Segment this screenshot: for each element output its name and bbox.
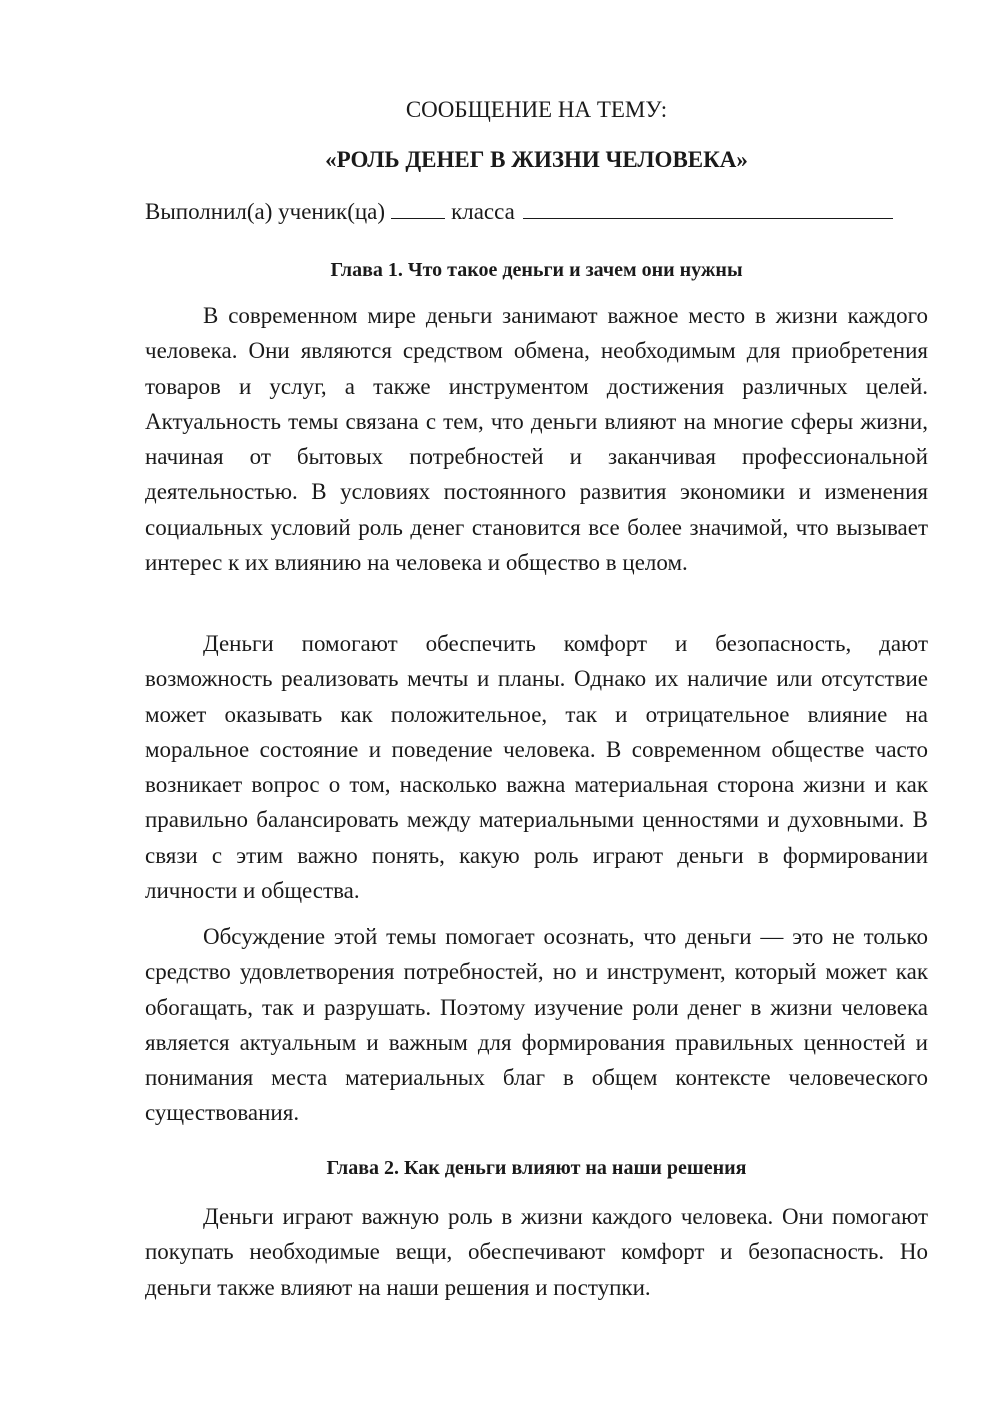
chapter-1-paragraph-2: Деньги помогают обеспечить комфорт и безопасность, дают возможность реализовать мечты и планы. Однако их наличие или отсутствие может оказывать как положительное, так и отрицательное влияние на моральное состояние и поведение человека. В современном обществе часто возникает вопрос о том, насколько важна материальная сторона жизни и как правильно балансировать между материальными ценностями и духовными. В связи с этим важно понять, какую роль играют деньги в формировании личности и общества. [145, 631, 928, 904]
class-number-blank [391, 198, 445, 219]
chapter-1-paragraph-3: Обсуждение этой темы помогает осознать, что деньги — это не только средство удовлетворения потребностей, но и инструмент, который может как обогащать, так и разрушать. Поэтому изучение роли денег в жизни человека является актуальным и важным для формирования правильных ценностей и понимания места материальных благ в общем контексте человеческого существования. [145, 924, 928, 1126]
author-class-word: класса [451, 199, 515, 224]
chapter-1-heading: Глава 1. Что такое деньги и зачем они нужны [330, 259, 743, 281]
chapter-1-paragraph-1: В современном мире деньги занимают важное место в жизни каждого человека. Они являются средством обмена, необходимым для приобретения товаров и услуг, а также инструментом достижения различных целей. Актуальность темы связана с тем, что деньги влияют на многие сферы жизни, начиная от бытовых потребностей и заканчивая профессиональной деятельностью. В условиях постоянного развития экономики и изменения социальных условий роль денег становится все более значимой, что вызывает интерес к их влиянию на человека и общество в целом. [145, 303, 928, 576]
chapter-2-heading: Глава 2. Как деньги влияют на наши решения [326, 1157, 747, 1179]
author-prefix: Выполнил(а) ученик(ца) [145, 199, 386, 224]
chapter-2-paragraph-1: Деньги играют важную роль в жизни каждого человека. Они помогают покупать необходимые вещи, обеспечивают комфорт и безопасность. Но деньги также влияют на наши решения и поступки. [145, 1204, 928, 1300]
document-title-line-1: СООБЩЕНИЕ НА ТЕМУ: [405, 97, 668, 122]
author-name-blank [523, 198, 893, 219]
document-title-line-2: «РОЛЬ ДЕНЕГ В ЖИЗНИ ЧЕЛОВЕКА» [325, 147, 748, 172]
author-line [145, 198, 928, 226]
